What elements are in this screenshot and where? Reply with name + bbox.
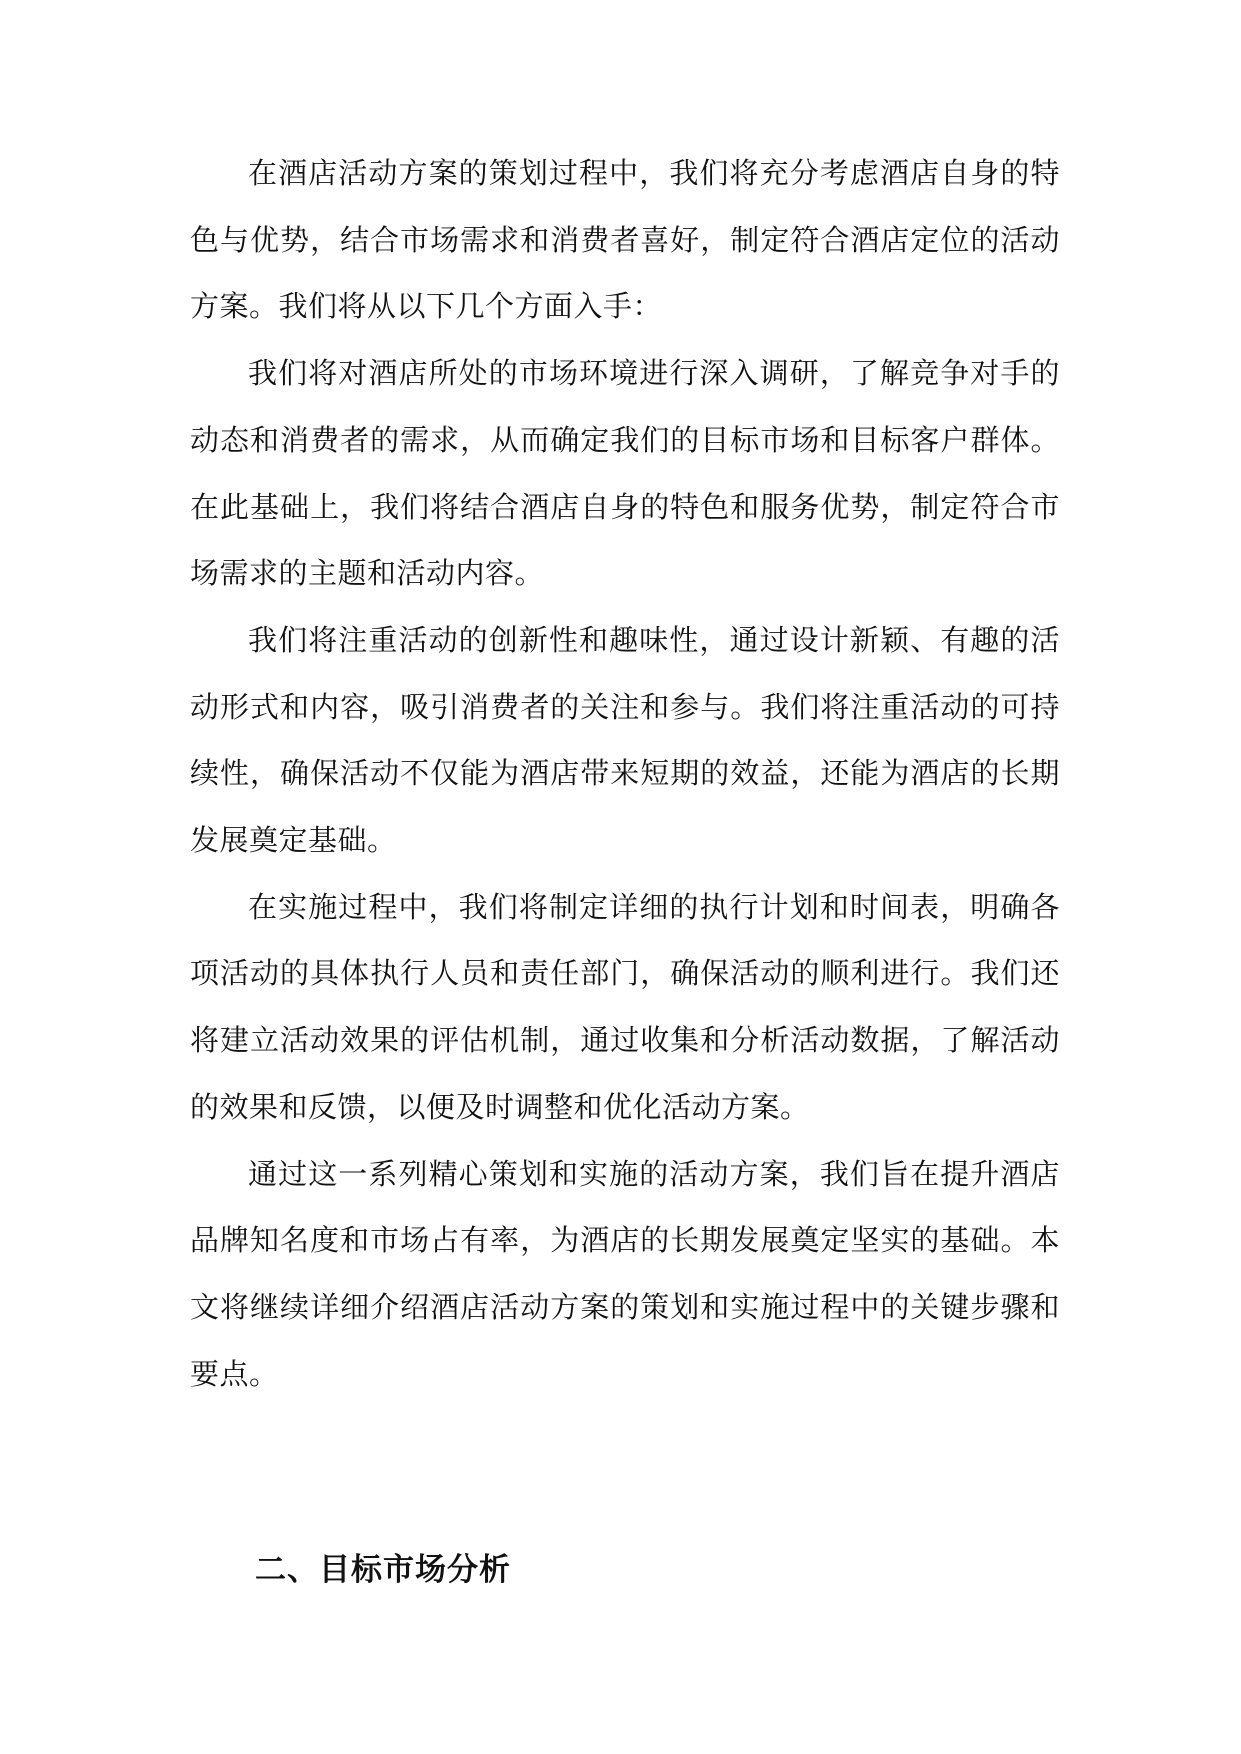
paragraph-2: 我们将对酒店所处的市场环境进行深入调研，了解竞争对手的动态和消费者的需求，从而确定我们的目标市场和目标客户群体。在此基础上，我们将结合酒店自身的特色和服务优势，制定符合市场需求的主题和活动内容。 — [190, 356, 1060, 591]
paragraph-5: 通过这一系列精心策划和实施的活动方案，我们旨在提升酒店品牌知名度和市场占有率，为酒店的长期发展奠定坚实的基础。本文将继续详细介绍酒店活动方案的策划和实施过程中的关键步骤和要点。 — [190, 1156, 1060, 1391]
paragraph-3: 我们将注重活动的创新性和趣味性，通过设计新颖、有趣的活动形式和内容，吸引消费者的关注和参与。我们将注重活动的可持续性，确保活动不仅能为酒店带来短期的效益，还能为酒店的长期发展奠定基础。 — [190, 622, 1060, 858]
paragraph-1: 在酒店活动方案的策划过程中，我们将充分考虑酒店自身的特色与优势，结合市场需求和消费者喜好，制定符合酒店定位的活动方案。我们将从以下几个方面入手： — [190, 156, 1060, 324]
paragraph-4: 在实施过程中，我们将制定详细的执行计划和时间表，明确各项活动的具体执行人员和责任部门，确保活动的顺利进行。我们还将建立活动效果的评估机制，通过收集和分析活动数据，了解活动的效果和反馈，以便及时调整和优化活动方案。 — [190, 889, 1060, 1124]
section-heading: 二、目标市场分析 — [255, 1552, 511, 1588]
body-text — [190, 140, 1060, 1407]
